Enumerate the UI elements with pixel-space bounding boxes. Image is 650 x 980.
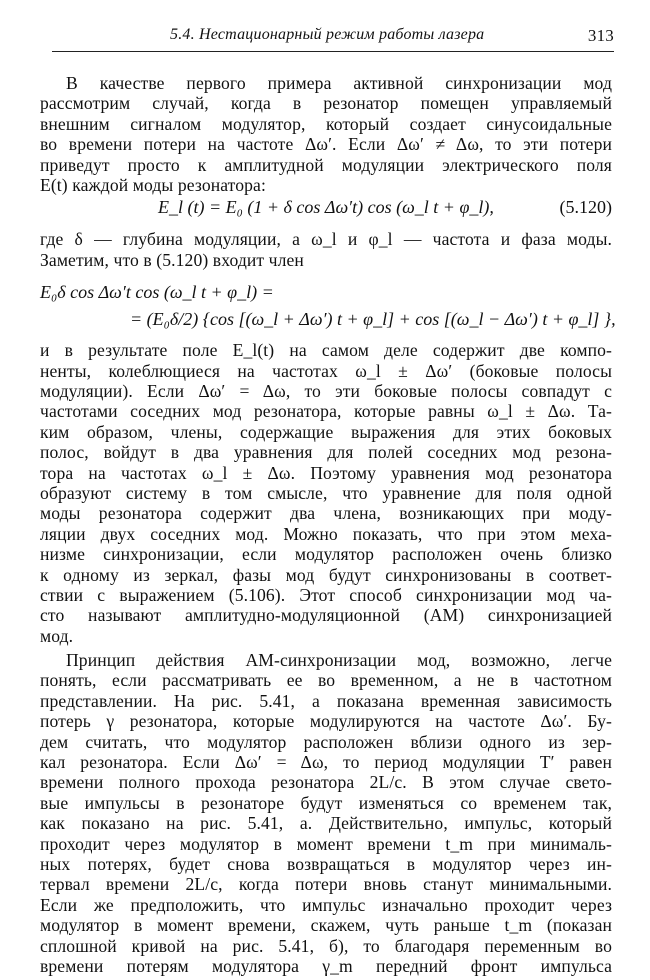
text-line: тервал времени 2L/c, когда потери вновь станут минимальными. bbox=[40, 874, 612, 895]
text-line: тора на частотах ω_l ± Δω. Поэтому уравнения мод резонатора bbox=[40, 462, 612, 483]
text-line: кал резонатора. Если Δω′ = Δω, то период модуляции T′ равен bbox=[40, 752, 612, 772]
text-line: рассмотрим случай, когда в резонатор помещен управляемый bbox=[40, 93, 612, 114]
text-line: В качестве первого примера активной синхронизации мод bbox=[66, 73, 612, 93]
text-line: полос, войдут в два уравнения для полей соседних мод резона- bbox=[40, 442, 612, 463]
text-line: внешним сигналом модулятор, который создает синусоидальные bbox=[40, 113, 612, 134]
text-line: низме синхронизации, если модулятор расположен очень близко bbox=[40, 544, 612, 565]
text-line: вые импульсы в резонаторе будут изменяться со временем так, bbox=[40, 792, 612, 813]
text-line: представлении. На рис. 5.41, а показана временная зависимость bbox=[40, 690, 612, 711]
text-line: времени потерям модулятора γ_m передний фронт импульса bbox=[40, 956, 612, 976]
text-line: Если же предположить, что импульс изначально проходит через bbox=[40, 894, 612, 915]
text-line: к одному из зеркал, фазы мод будут синхронизованы в соответ- bbox=[40, 564, 612, 585]
text-line: моды резонатора содержит два члена, возникающих при моду- bbox=[40, 503, 612, 524]
text-line: ных потерях, будет снова возвращаться в модулятор через ин- bbox=[40, 854, 612, 874]
section-title: 5.4. Нестационарный режим работы лазера bbox=[170, 26, 485, 43]
text-line: сто называют амплитудно-модуляционной (АМ) синхронизацией bbox=[40, 605, 612, 626]
text-line: сплошной кривой на рис. 5.41, б), то благодаря переменным во bbox=[40, 935, 612, 956]
equation-number: (5.120) bbox=[559, 197, 612, 218]
text-line: времени полного прохода резонатора 2L/c. В этом случае свето- bbox=[40, 772, 612, 793]
text-line: мод. bbox=[40, 625, 74, 646]
text-line: приведут просто к амплитудной модуляции электрического поля bbox=[40, 154, 612, 175]
text-line: ненты, колеблющиеся на частотах ω_l ± Δω′ (боковые полосы bbox=[40, 360, 612, 381]
page-number: 313 bbox=[587, 26, 614, 45]
equation-expansion-line2: = (E₀δ/2) {cos [(ω_l + Δω′) t + φ_l] + cos [(ω_l − Δω′) t + φ_l] }, bbox=[130, 309, 616, 330]
text-line: Принцип действия АМ-синхронизации мод, возможно, легче bbox=[66, 650, 612, 670]
text-line: частотами соседних мод резонатора, которые равны ω_l ± Δω. Та- bbox=[40, 401, 612, 422]
text-line: проходит через модулятор в момент времени t_m при минималь- bbox=[40, 833, 612, 854]
text-line: образуют систему в том смысле, что уравнение для поля одной bbox=[40, 482, 612, 503]
text-line: потерь γ резонатора, которые модулируются на частоте Δω′. Бу- bbox=[40, 711, 612, 732]
text-line: E(t) каждой моды резонатора: bbox=[40, 174, 266, 195]
text-line: ляции двух соседних мод. Можно показать, что при этом меха- bbox=[40, 523, 612, 544]
text-line: модуляции). Если Δω′ = Δω, то эти боковые полосы совпадут с bbox=[40, 380, 612, 401]
text-line: дем считать, что модулятор расположен вблизи одного из зер- bbox=[40, 731, 612, 752]
header-rule bbox=[52, 51, 614, 52]
text-line: как показано на рис. 5.41, а. Действительно, импульс, который bbox=[40, 813, 612, 834]
text-line: ким образом, члены, содержащие выражения для этих боковых bbox=[40, 421, 612, 442]
text-line: и в результате поле E_l(t) на самом деле содержит две компо- bbox=[40, 340, 612, 361]
text-line: во времени потери на частоте Δω′. Если Δω′ ≠ Δω, то эти потери bbox=[40, 134, 612, 155]
text-line: ствии с выражением (5.106). Этот способ синхронизации мод ча- bbox=[40, 584, 612, 605]
text-line: понять, если рассматривать ее во временном, а не в частотном bbox=[40, 670, 612, 691]
text-line: Заметим, что в (5.120) входит член bbox=[40, 249, 304, 270]
text-line: модулятор в момент времени, скажем, чуть раньше t_m (показан bbox=[40, 915, 612, 936]
equation-expansion-line1: E₀δ cos Δω′t cos (ω_l t + φ_l) = bbox=[40, 281, 274, 302]
equation-5-120: E_l (t) = E₀ (1 + δ cos Δω′t) cos (ω_l t + φ_l), bbox=[158, 197, 494, 218]
text-line: где δ — глубина модуляции, а ω_l и φ_l — частота и фаза моды. bbox=[40, 229, 612, 250]
